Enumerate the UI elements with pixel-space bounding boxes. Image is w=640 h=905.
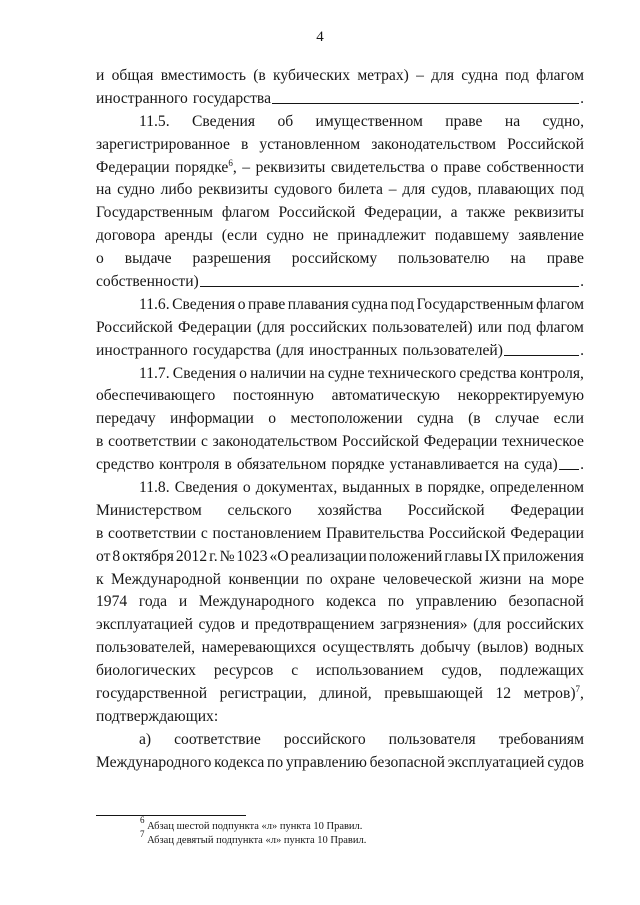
word: человеческой: [382, 570, 472, 588]
word: по: [267, 753, 284, 771]
word: обеспечивающего: [96, 387, 216, 405]
word: море: [551, 570, 584, 588]
word: контроля: [159, 456, 220, 474]
word: загрязнения»: [379, 616, 468, 634]
word: (для: [473, 616, 502, 634]
footnote: [140, 829, 367, 848]
word: водных: [534, 639, 584, 657]
word: под: [507, 318, 531, 336]
fill-in-blank: [559, 454, 579, 470]
word: от: [96, 547, 111, 565]
word: на: [309, 364, 325, 382]
text-line: [96, 591, 584, 614]
text-line: [96, 248, 584, 271]
word: добычу: [420, 639, 471, 657]
word: Российской: [428, 524, 506, 542]
word: 1974: [96, 593, 128, 611]
word: жизни: [479, 570, 522, 588]
word: Федерации: [177, 318, 252, 336]
word: предотвращением: [254, 616, 375, 634]
word: судна: [351, 295, 389, 313]
word: Государственным: [96, 204, 213, 222]
word: –: [242, 158, 251, 176]
word: иностранного: [96, 341, 188, 359]
word: пользователей,: [96, 639, 196, 657]
text-line: [96, 363, 584, 386]
word: года: [138, 593, 168, 611]
word: Министерством: [96, 501, 202, 519]
text-line: [96, 179, 584, 202]
text-line: [96, 340, 584, 363]
word: сельского: [227, 501, 292, 519]
word: (если: [221, 227, 258, 245]
word: соответствие: [174, 730, 261, 748]
word: порядке$^6$,: [175, 157, 237, 176]
word: реквизиты: [198, 181, 269, 199]
word: собственности: [486, 158, 584, 176]
word: законодательством: [371, 135, 497, 153]
word: Российской: [342, 433, 420, 451]
word: судна: [461, 67, 498, 84]
footnote-number: 6: [140, 815, 145, 825]
word: если: [553, 410, 584, 428]
paragraph-11-7: [96, 363, 584, 477]
line-end-punct: .: [580, 273, 584, 291]
word: подтверждающих:: [96, 707, 219, 725]
word: Государственным: [416, 295, 534, 313]
word: г.: [209, 547, 218, 565]
text-line: [96, 500, 584, 523]
word: а: [450, 204, 458, 222]
word: под: [505, 67, 529, 84]
word: государственной: [96, 685, 208, 703]
word: обязательном: [236, 456, 327, 474]
footnote-ref: 6: [228, 157, 233, 168]
text-line: [96, 317, 584, 340]
word: приложения: [502, 547, 584, 565]
word: а): [139, 730, 152, 748]
word: управлению: [415, 593, 497, 611]
word: с: [200, 524, 208, 542]
word: «О: [269, 547, 289, 565]
word: иностранных: [309, 341, 398, 359]
text-line: [96, 271, 584, 294]
word: в: [240, 135, 249, 153]
word: аренды: [164, 227, 213, 245]
text-line: [96, 637, 584, 660]
word: порядке,: [427, 479, 485, 497]
word: для: [402, 181, 426, 199]
text-line: [96, 477, 584, 500]
text-line: [96, 157, 584, 180]
word: Федерации: [510, 501, 584, 519]
text-line: [96, 683, 584, 706]
word: российских: [289, 318, 368, 336]
word: свидетельства: [330, 158, 425, 176]
word: кодекса: [325, 593, 377, 611]
word: Международного: [198, 593, 315, 611]
word: устанавливается: [389, 456, 499, 474]
word: управлению: [285, 753, 367, 771]
word: заявление: [518, 227, 584, 245]
word: в: [224, 456, 232, 474]
word: №: [219, 547, 235, 565]
word: на: [503, 456, 520, 474]
word: Сведения: [174, 479, 238, 497]
word: требованиям: [498, 730, 584, 748]
footnotes: [140, 815, 367, 848]
word: кодекса: [214, 753, 265, 771]
word: судового: [274, 181, 333, 199]
word: по: [387, 593, 405, 611]
word: судне: [327, 364, 365, 382]
word: средство: [96, 456, 155, 474]
word: случае: [495, 410, 540, 428]
text-line: [96, 408, 584, 431]
word: подлежащих: [499, 662, 584, 680]
word: праве: [443, 158, 481, 176]
word: хозяйства: [317, 501, 382, 519]
word: 8: [112, 547, 121, 565]
word: пользователя: [388, 730, 476, 748]
word: билета: [337, 181, 383, 199]
word: кубических: [273, 67, 351, 84]
fill-in-blank: [272, 88, 579, 104]
word: (для: [256, 318, 285, 336]
word: информации: [170, 410, 254, 428]
word: реализации: [290, 547, 367, 565]
word: осуществлять: [322, 639, 415, 657]
text-line: [96, 385, 584, 408]
word: российскому: [291, 250, 378, 268]
word: Международной: [111, 570, 221, 588]
word: на: [510, 250, 526, 268]
paragraph-11-8-a: [96, 729, 584, 775]
word: российского: [283, 730, 366, 748]
word: IX: [484, 547, 501, 565]
word: охране: [330, 570, 376, 588]
word: эксплуатацией: [447, 753, 545, 771]
word: флагом: [536, 295, 584, 313]
paragraph-11-6: [96, 294, 584, 363]
word: российских: [506, 616, 584, 634]
word: либо: [160, 181, 193, 199]
word: выданных: [342, 479, 410, 497]
word: и: [178, 593, 188, 611]
text-line: [96, 294, 584, 317]
word: Сведения: [172, 295, 236, 313]
word: судна: [416, 410, 454, 428]
text-line: [96, 569, 584, 592]
word: метрах): [357, 67, 409, 84]
word: или: [477, 318, 503, 336]
word: (в: [468, 410, 481, 428]
word: судов,: [441, 662, 482, 680]
word: флагом: [536, 67, 584, 84]
text-line: [96, 614, 584, 637]
word: порядке: [331, 456, 385, 474]
word: установленном: [259, 135, 361, 153]
word: 11.7.: [139, 364, 170, 382]
word: техническое: [502, 433, 584, 451]
word: Федерации: [96, 158, 170, 176]
word: в: [96, 524, 104, 542]
word: Российской: [96, 318, 173, 336]
footnote-ref: 7: [575, 684, 581, 695]
word: соответствии: [108, 524, 197, 542]
word: по: [306, 570, 323, 588]
word: иностранного: [96, 89, 188, 107]
text-line: [96, 546, 584, 569]
word: о: [96, 250, 104, 268]
text-line: [96, 134, 584, 157]
word: также: [466, 204, 506, 222]
word: государства: [192, 89, 272, 107]
text-line: [96, 202, 584, 225]
word: 12: [495, 685, 512, 703]
word: безопасной: [369, 753, 446, 771]
word: положений: [368, 547, 443, 565]
line-end-punct: .: [580, 341, 584, 359]
word: на: [528, 570, 545, 588]
word: Сведения: [191, 112, 256, 130]
word: технического: [367, 364, 457, 382]
word: судно,: [542, 112, 584, 130]
line-end-punct: .: [580, 456, 584, 474]
word: для: [431, 67, 455, 84]
word: постановлением: [212, 524, 322, 542]
word: к: [96, 570, 104, 588]
fill-in-blank: [504, 340, 579, 356]
word: судов: [547, 753, 584, 771]
paragraph-11-8: [96, 477, 584, 729]
word: имущественном: [315, 112, 423, 130]
word: общая: [111, 67, 154, 84]
word: судов: [198, 616, 236, 634]
word: под: [390, 295, 415, 313]
word: договора: [96, 227, 156, 245]
word: на: [504, 112, 521, 130]
word: контроля,: [519, 364, 584, 382]
paragraph-cont: [96, 65, 584, 111]
word: о: [430, 158, 439, 176]
word: –: [416, 67, 424, 84]
page-number: 4: [316, 29, 324, 45]
word: Федерации: [510, 524, 584, 542]
word: Международного: [96, 753, 212, 771]
word: Российской: [278, 204, 356, 222]
word: и: [240, 616, 250, 634]
word: законодательством: [212, 433, 338, 451]
line-end-punct: .: [580, 89, 584, 107]
text-line: [96, 706, 584, 729]
word: октября: [122, 547, 174, 565]
word: праве: [445, 112, 483, 130]
word: на: [96, 181, 112, 199]
word: с: [291, 662, 299, 680]
word: вместимость: [160, 67, 246, 84]
word: пользователей): [402, 341, 503, 359]
word: с: [200, 433, 208, 451]
word: безопасной: [508, 593, 584, 611]
word: 1023: [236, 547, 268, 565]
word: реквизиты: [514, 204, 584, 222]
footnote-separator: [96, 815, 246, 816]
text-line: [96, 729, 584, 752]
footnote: [140, 815, 366, 834]
word: суда): [524, 456, 558, 474]
word: биологических: [96, 662, 196, 680]
word: флагом: [221, 204, 270, 222]
word: передачу: [96, 410, 156, 428]
word: местоположении: [290, 410, 403, 428]
word: принадлежит: [337, 227, 426, 245]
word: (для: [276, 341, 305, 359]
word: выдаче: [124, 250, 172, 268]
word: реквизиты: [255, 158, 326, 176]
text-line: [96, 111, 584, 134]
word: документах,: [255, 479, 338, 497]
word: плавания: [287, 295, 349, 313]
word: о: [242, 479, 251, 497]
word: (в: [253, 67, 266, 84]
word: намеревающихся: [201, 639, 316, 657]
word: об: [277, 112, 294, 130]
word: соответствии: [108, 433, 197, 451]
word: о: [237, 295, 246, 313]
word: метров)$^7$,: [523, 684, 584, 703]
word: (вылов): [477, 639, 529, 657]
footnote-number: 7: [140, 829, 145, 839]
document-body: [96, 65, 584, 775]
text-line: [96, 225, 584, 248]
word: 11.6.: [139, 295, 170, 313]
word: постоянную: [233, 387, 314, 405]
word: в: [415, 479, 423, 497]
word: некорректируемую: [457, 387, 584, 405]
word: флагом: [536, 318, 584, 336]
text-line: [96, 431, 584, 454]
paragraph-11-5: [96, 111, 584, 294]
word: праве: [248, 295, 286, 313]
word: плавающих: [477, 181, 555, 199]
word: Российской: [407, 501, 485, 519]
word: Федерации: [423, 433, 498, 451]
word: под: [560, 181, 584, 199]
word: зарегистрированное: [96, 135, 230, 153]
word: определенном: [489, 479, 584, 497]
word: автоматическую: [331, 387, 440, 405]
text-line: [96, 88, 584, 111]
word: подавшему: [434, 227, 510, 245]
word: пользователей): [372, 318, 473, 336]
word: регистрации,: [219, 685, 307, 703]
word: превышающей: [384, 685, 483, 703]
text-line: [96, 454, 584, 477]
word: Российской: [507, 135, 584, 153]
word: 11.8.: [139, 479, 170, 497]
word: судно: [117, 181, 155, 199]
word: использованием: [315, 662, 424, 680]
word: –: [388, 181, 397, 199]
word: Федерации,: [364, 204, 442, 222]
word: наличии: [250, 364, 307, 382]
word: Сведения: [172, 364, 236, 382]
word: праве: [546, 250, 584, 268]
fill-in-blank: [200, 271, 579, 287]
word: и: [96, 67, 105, 84]
word: о: [239, 364, 247, 382]
word: ресурсов: [213, 662, 274, 680]
text-line: [96, 65, 584, 88]
text-line: [96, 660, 584, 683]
word: пользователю: [398, 250, 490, 268]
word: не: [313, 227, 329, 245]
word: разрешения: [192, 250, 271, 268]
word: эксплуатацией: [96, 616, 193, 634]
word: судов,: [431, 181, 472, 199]
footnote-text: Абзац шестой подпункта «л» пункта 10 Правил.: [144, 821, 363, 832]
word: длиной,: [319, 685, 372, 703]
text-line: [96, 752, 584, 775]
footnote-text: Абзац девятый подпункта «л» пункта 10 Правил.: [144, 835, 367, 846]
word: 11.5.: [139, 112, 170, 130]
text-line: [96, 523, 584, 546]
word: государства: [192, 341, 272, 359]
word: собственности): [96, 273, 199, 291]
word: главы: [444, 547, 483, 565]
word: судно: [266, 227, 304, 245]
word: 2012: [175, 547, 208, 565]
word: средства: [459, 364, 517, 382]
word: в: [96, 433, 104, 451]
word: конвенции: [228, 570, 299, 588]
word: о: [268, 410, 277, 428]
word: Правительства: [325, 524, 425, 542]
